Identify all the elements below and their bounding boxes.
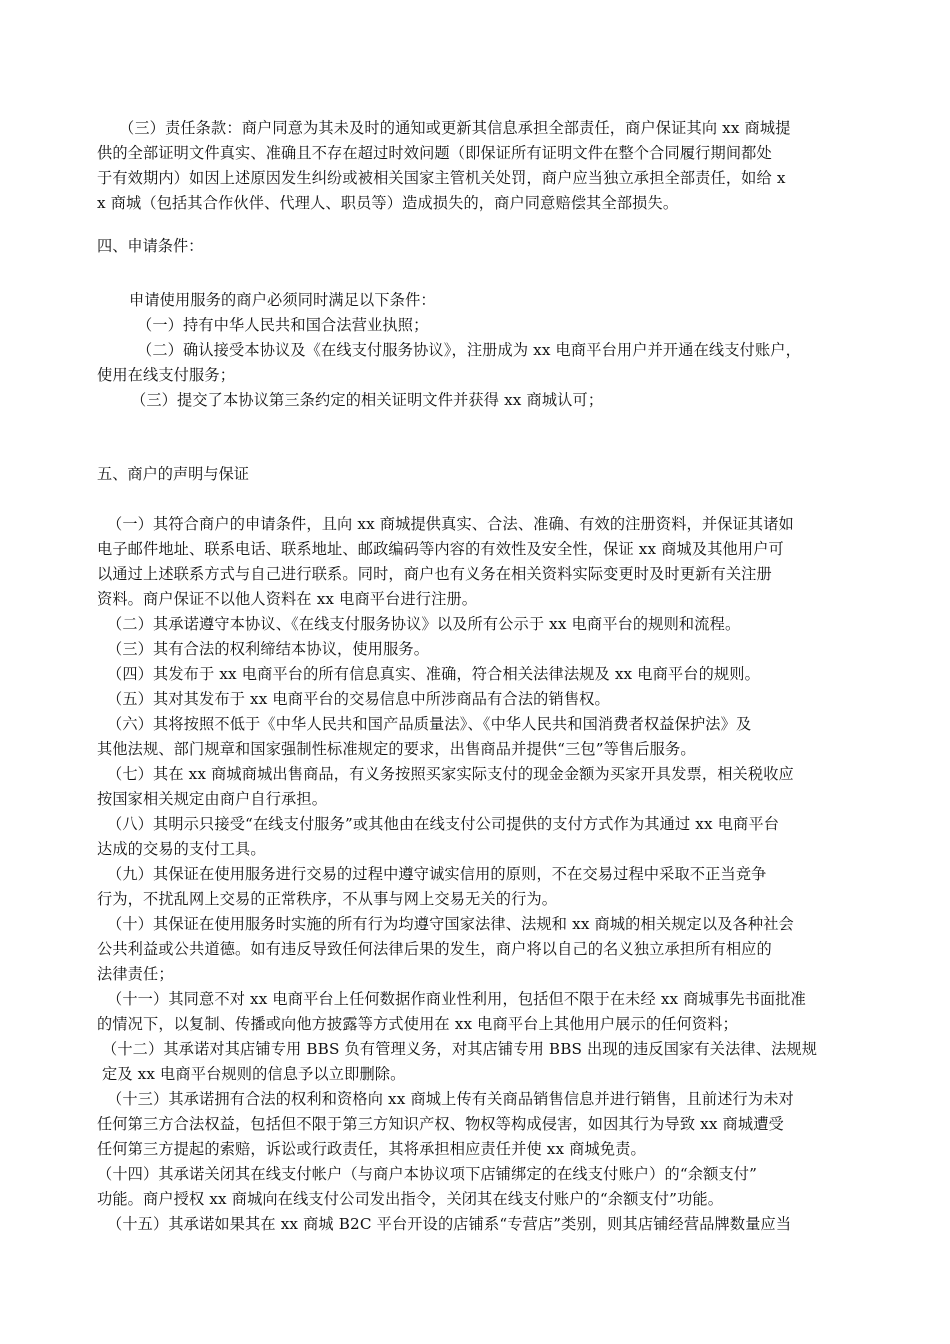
section-4-heading: 四、申请条件： — [97, 237, 204, 255]
list-item-cont: 按国家相关规定由商户自行承担。 — [97, 790, 328, 808]
text-line: （三）责任条款：商户同意为其未及时的通知或更新其信息承担全部责任，商户保证其向 xx 商城提 — [119, 119, 791, 137]
text-line: 于有效期内）如因上述原因发生纠纷或被相关国家主管机关处罚，商户应当独立承担全部责任，如给 x — [97, 169, 786, 187]
list-item-cont: 法律责任； — [97, 965, 174, 983]
list-item-cont: 公共利益或公共道德。如有违反导致任何法律后果的发生，商户将以自己的名义独立承担所有相应的 — [97, 940, 772, 958]
list-item-cont: 任何第三方合法权益，包括但不限于第三方知识产权、物权等构成侵害，如因其行为导致 xx 商城遭受 — [97, 1115, 784, 1133]
list-item-cont: 使用在线支付服务； — [97, 366, 236, 384]
list-item: （十二）其承诺对其店铺专用 BBS 负有管理义务，对其店铺专用 BBS 出现的违反国家有关法律、法规规 — [102, 1040, 818, 1058]
list-item: （一）其符合商户的申请条件，且向 xx 商城提供真实、合法、准确、有效的注册资料，并保证其诸如 — [107, 515, 794, 533]
list-item-cont: 功能。商户授权 xx 商城向在线支付公司发出指令，关闭其在线支付账户的“余额支付”功能。 — [97, 1190, 724, 1208]
list-item-cont: 其他法规、部门规章和国家强制性标准规定的要求，出售商品并提供“三包”等售后服务。 — [97, 740, 696, 758]
list-item-cont: 电子邮件地址、联系电话、联系地址、邮政编码等内容的有效性及安全性，保证 xx 商城及其他用户可 — [97, 540, 784, 558]
list-item: （十四）其承诺关闭其在线支付帐户（与商户本协议项下店铺绑定的在线支付账户）的“余额支付” — [97, 1165, 758, 1183]
list-item: （九）其保证在使用服务进行交易的过程中遵守诚实信用的原则，不在交易过程中采取不正当竞争 — [107, 865, 767, 883]
section-4-body — [97, 288, 857, 413]
list-item: （十）其保证在使用服务时实施的所有行为均遵守国家法律、法规和 xx 商城的相关规定以及各种社会 — [107, 915, 794, 933]
list-item: （十三）其承诺拥有合法的权利和资格向 xx 商城上传有关商品销售信息并进行销售，且前述行为未对 — [107, 1090, 794, 1108]
list-item: （四）其发布于 xx 电商平台的所有信息真实、准确，符合相关法律法规及 xx 电商平台的规则。 — [107, 665, 760, 683]
list-item: （二）确认接受本协议及《在线支付服务协议》，注册成为 xx 电商平台用户并开通在线支付账户， — [137, 341, 801, 359]
list-item: （十五）其承诺如果其在 xx 商城 B2C 平台开设的店铺系“专营店”类别，则其店铺经营品牌数量应当 — [107, 1215, 792, 1233]
list-item: （十一）其同意不对 xx 电商平台上任何数据作商业性利用，包括但不限于在未经 xx 商城事先书面批准 — [107, 990, 806, 1008]
list-item-cont: 达成的交易的支付工具。 — [97, 840, 266, 858]
list-item: （三）提交了本协议第三条约定的相关证明文件并获得 xx 商城认可； — [131, 391, 604, 409]
list-item: （二）其承诺遵守本协议、《在线支付服务协议》以及所有公示于 xx 电商平台的规则和流程。 — [107, 615, 741, 633]
list-item-cont: 资料。商户保证不以他人资料在 xx 电商平台进行注册。 — [97, 590, 478, 608]
list-item: （八）其明示只接受“在线支付服务”或其他由在线支付公司提供的支付方式作为其通过 xx 电商平台 — [107, 815, 780, 833]
section-5-heading: 五、商户的声明与保证 — [97, 465, 249, 483]
list-item-cont: 以通过上述联系方式与自己进行联系。同时，商户也有义务在相关资料实际变更时及时更新有关注册 — [97, 565, 772, 583]
list-item-cont: 定及 xx 电商平台规则的信息予以立即删除。 — [102, 1065, 406, 1083]
section-4-intro: 申请使用服务的商户必须同时满足以下条件： — [129, 291, 436, 309]
list-item: （五）其对其发布于 xx 电商平台的交易信息中所涉商品有合法的销售权。 — [107, 690, 610, 708]
list-item-cont: 任何第三方提起的索赔，诉讼或行政责任，其将承担相应责任并使 xx 商城免责。 — [97, 1140, 646, 1158]
list-item: （六）其将按照不低于《中华人民共和国产品质量法》、《中华人民共和国消费者权益保护法》及 — [107, 715, 752, 733]
list-item: （一）持有中华人民共和国合法营业执照； — [137, 316, 429, 334]
section-5-body — [97, 512, 857, 1237]
text-line: x 商城（包括其合作伙伴、代理人、职员等）造成损失的，商户同意赔偿其全部损失。 — [97, 194, 679, 212]
text-line: 供的全部证明文件真实、准确且不存在超过时效问题（即保证所有证明文件在整个合同履行期间都处 — [97, 144, 772, 162]
list-item-cont: 行为，不扰乱网上交易的正常秩序，不从事与网上交易无关的行为。 — [97, 890, 558, 908]
list-item: （七）其在 xx 商城商城出售商品，有义务按照买家实际支付的现金金额为买家开具发票，相关税收应 — [107, 765, 794, 783]
list-item: （三）其有合法的权利缔结本协议，使用服务。 — [107, 640, 430, 658]
clause-3-responsibility — [97, 116, 857, 216]
list-item-cont: 的情况下，以复制、传播或向他方披露等方式使用在 xx 电商平台上其他用户展示的任何资料； — [97, 1015, 738, 1033]
